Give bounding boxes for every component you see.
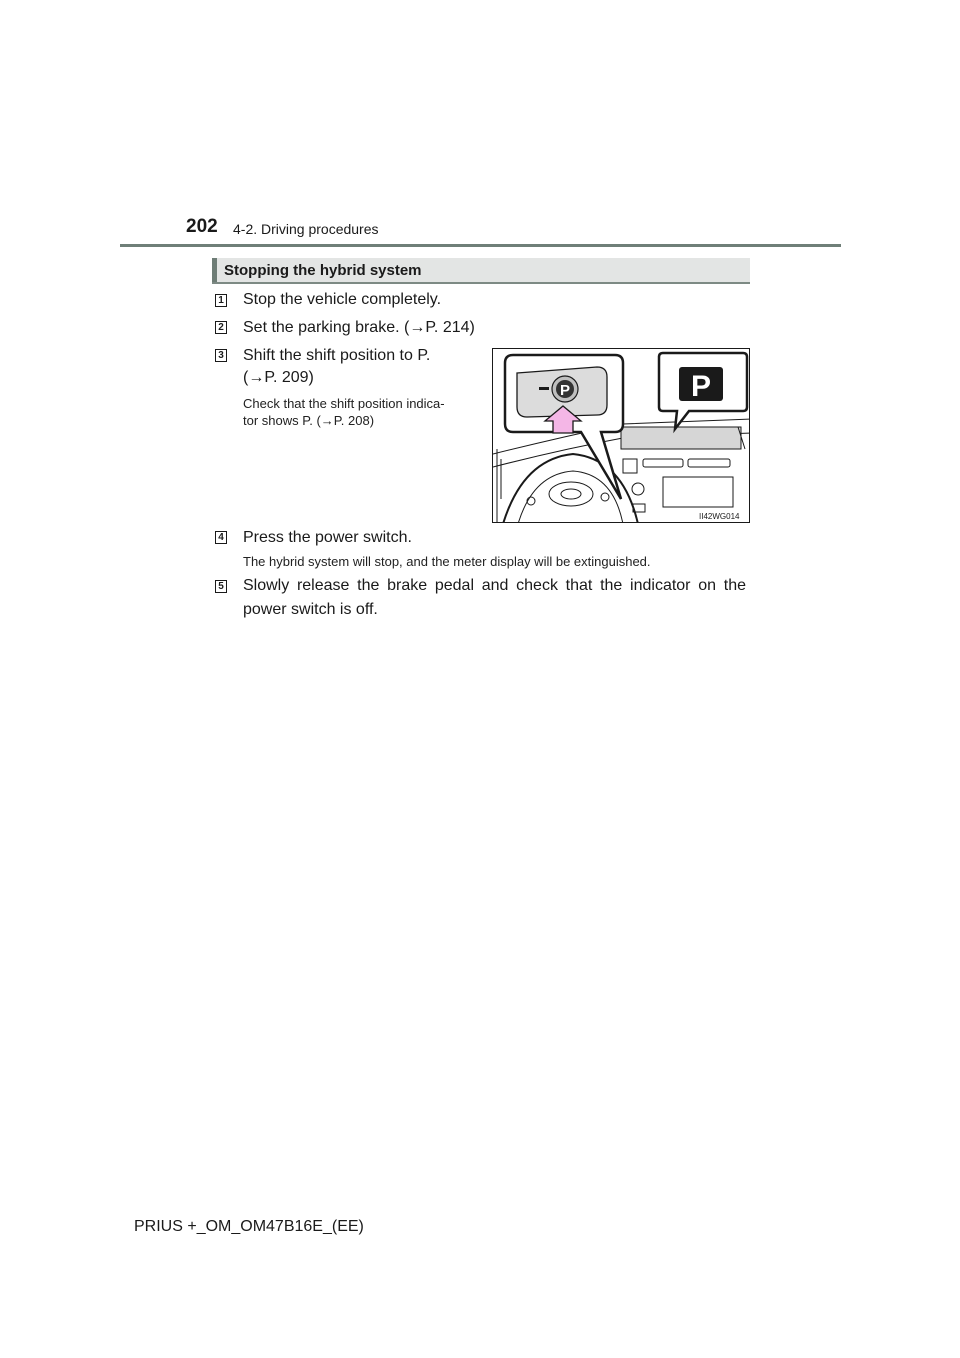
shift-button-label: P [559, 382, 571, 399]
step-text-5-line1: Slowly release the brake pedal and check that the indicator on the [243, 577, 746, 594]
step-note-3-line2: tor shows P. (→P. 208) [243, 413, 375, 428]
step-note-3-line1: Check that the shift position indica- [243, 396, 445, 411]
step-text-5-line2: power switch is off. [243, 601, 378, 618]
heading-accent-bar [212, 258, 217, 282]
step-note-4: The hybrid system will stop, and the meter display will be extinguished. [243, 554, 651, 569]
step-number-5: 5 [215, 580, 227, 593]
indicator-label: P [690, 370, 712, 403]
step-text-3-line2: (→P. 209) [243, 369, 314, 386]
step-number-4: 4 [215, 531, 227, 544]
shift-position-illustration [492, 348, 750, 523]
step-number-3: 3 [215, 349, 227, 362]
step-text-4: Press the power switch. [243, 529, 412, 546]
step-text-2: Set the parking brake. (→P. 214) [243, 319, 475, 336]
image-code: II42WG014 [699, 512, 740, 521]
step-text-1: Stop the vehicle completely. [243, 291, 442, 308]
page-number: 202 [186, 216, 218, 237]
header-rule [120, 244, 841, 247]
step-text-3-line1: Shift the shift position to P. [243, 347, 431, 364]
step-number-1: 1 [215, 294, 227, 307]
document-code: PRIUS +_OM_OM47B16E_(EE) [134, 1218, 364, 1235]
section-heading [212, 258, 750, 284]
section-title: 4-2. Driving procedures [233, 221, 379, 237]
step-number-2: 2 [215, 321, 227, 334]
section-heading-text: Stopping the hybrid system [224, 262, 422, 279]
